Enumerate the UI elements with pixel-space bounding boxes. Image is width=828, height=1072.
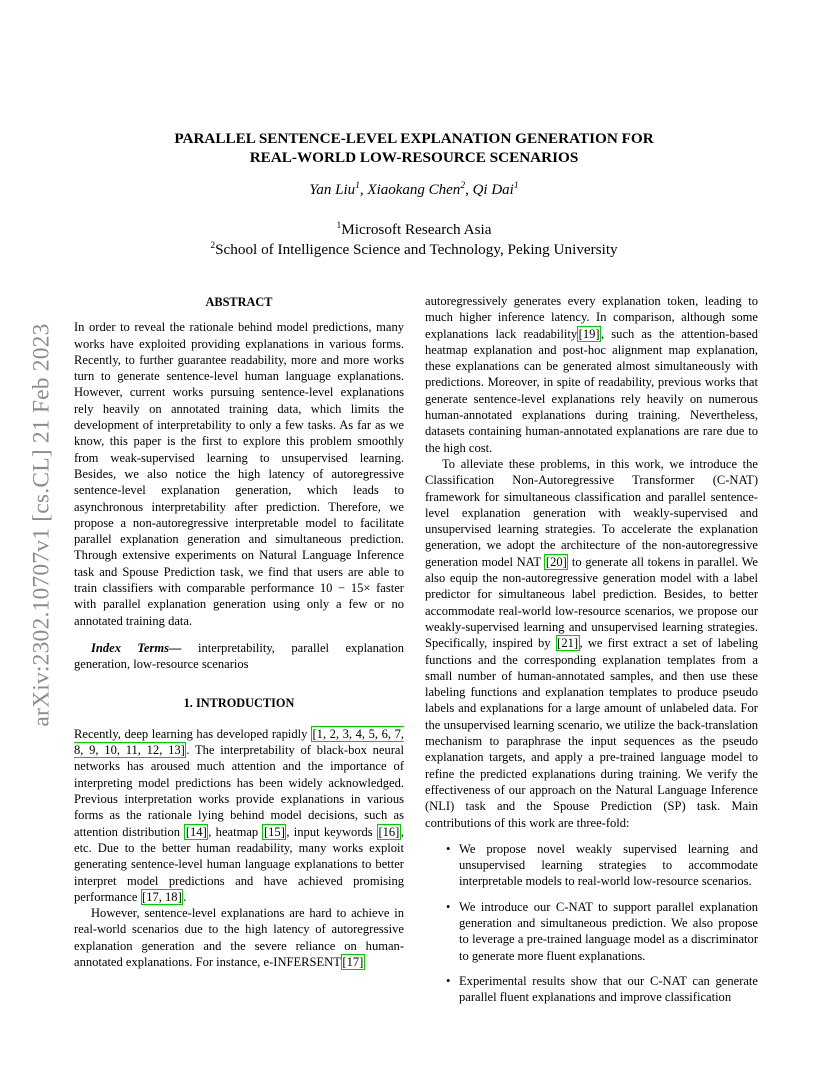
index-terms-label: Index Terms— xyxy=(91,640,182,655)
list-item: • Experimental results show that our C-NAT can generate parallel fluent explanations and improve classification xyxy=(446,973,758,1005)
section-heading-introduction: 1. INTRODUCTION xyxy=(183,695,295,710)
citation-link[interactable]: [1, 2, 3, 4, 5, 6, 7, 8, 9, 10, 11, 12, 13] xyxy=(74,726,405,758)
abstract-text: In order to reveal the rationale behind model predictions, many works have exploited providing explanations in various forms. Recently, to further guarantee readability, more and more works turn to generate sentence-level human language explanations. However, current works pursuing sentence-level explanations rely heavily on annotated training data, which limits the development of interpretability to only a few tasks. As far as we know, this paper is the first to explore this problem smoothly from weak-supervised learning to unsupervised learning. Besides, we also notice the high latency of autoregressive sentence-level explanation generation, which leads to asynchronous interpretability after prediction. Therefore, we propose a non-autoregressive interpretable model to facilitate parallel explanation generation and simultaneous prediction. Through extensive experiments on Natural Language Inference task and Spouse Prediction task, we find that users are able to train classifiers with comparable performance 10 − 15× faster with parallel explanation generation using only a few or no annotated training data. xyxy=(74,320,404,628)
left-column xyxy=(74,293,404,970)
affiliations xyxy=(0,220,828,260)
citation-link[interactable]: [14] xyxy=(185,824,207,839)
citation-link[interactable]: [17] xyxy=(342,954,364,969)
author-affil-mark: 1 xyxy=(355,181,360,191)
title-line-2: REAL-WORLD LOW-RESOURCE SCENARIOS xyxy=(249,149,579,166)
author-list: Yan Liu$^1$, Xiaokang Chen$^2$, Qi Dai$^1$ xyxy=(309,181,519,198)
intro-paragraph-3: To alleviate these problems, in this work, we introduce the Classification Non-Autoregressive Transformer (C-NAT) framework for simultaneous classification and parallel sentence-level explanation generation with weakly-supervised and unsupervised learning strategies. To accelerate the explanation generation, we adopt the architecture of the non-autoregressive generation model NAT [20] to generate all tokens in parallel. We also equip the non-autoregressive generation model with a label predictor for simultaneous label prediction. Besides, to better accommodate real-world low-resource scenarios, we propose our weakly-supervised learning and unsupervised learning strategies. Specifically, inspired by [21] , we first extract a set of labeling functions and the corresponding explanation templates from a small number of human-annotated samples, and then use these labeling functions and explanation templates to produce pseudo labels and explanations for a large amount of unlabeled data. For the unsupervised learning scenario, we utilize the back-translation mechanism to paraphrase the input sequences as the pseudo explanation targets, and apply a pre-trained language model to refine the predicted explanations during training. We verify the effectiveness of our approach on the Natural Language Inference (NLI) task and the Spouse Prediction (SP) task. Main contributions of this work are three-fold: xyxy=(425,456,758,830)
bullet-icon: • xyxy=(446,841,451,856)
affiliation-line: $^1$Microsoft Research Asia xyxy=(336,221,492,238)
affiliation-line: $^2$School of Intelligence Science and Technology, Peking University xyxy=(210,241,618,258)
intro-paragraph-1: Recently, deep learning has developed rapidly [1, 2, 3, 4, 5, 6, 7, 8, 9, 10, 11, 12, 13] . The interpretability of black-box neural networks has aroused much attention and the importance of interpreting model predictions has been widely acknowledged. Previous interpretation works provide explanations in various forms as the rationale lying behind model decisions, such as attention distribution [14] , heatmap [15] , input keywords [16] , etc. Due to the better human readability, many works exploit generating sentence-level human language explanations to better interpret model predictions and have achieved promising performance [17, 18] . xyxy=(74,726,405,904)
intro-paragraph-2-continued: autoregressively generates every explanation token, leading to much higher inference latency. In comparison, although some explanations lack readability [19] , such as the attention-based heatmap explanation and post-hoc alignment map explanation, these explanations can be generated almost simultaneously with predictions. Moreover, in spite of readability, previous works that generate sentence-level explanations rely heavily on numerous human-annotated explanations during training. Nevertheless, datasets containing human-annotated explanations are rare due to the high cost. xyxy=(425,294,758,455)
right-column xyxy=(425,293,758,1014)
arxiv-identifier: arXiv:2302.10707v1 [cs.CL] 21 Feb 2023 xyxy=(28,323,55,727)
citation-link[interactable]: [15] xyxy=(263,824,285,839)
author-name: Qi Dai xyxy=(472,182,514,198)
paper-title xyxy=(0,129,828,167)
citation-link[interactable]: [21] xyxy=(557,636,579,651)
citation-link[interactable]: [20] xyxy=(545,554,567,569)
bullet-icon: • xyxy=(446,973,451,988)
author-name: Yan Liu xyxy=(309,182,356,198)
citation-link[interactable]: [19] xyxy=(578,326,600,341)
list-item: • We propose novel weakly supervised learning and unsupervised learning strategies to accommodate interpretable models to real-world low-resource scenarios. xyxy=(446,841,758,889)
list-item: • We introduce our C-NAT to support parallel explanation generation and simultaneous prediction. We also propose to leverage a pre-trained language model as a discriminator to generate more fluent explanations. xyxy=(446,899,758,963)
contributions-list xyxy=(425,841,758,1006)
citation-link[interactable]: [17, 18] xyxy=(142,889,182,904)
abstract-heading: ABSTRACT xyxy=(205,295,273,309)
author-affil-mark: 1 xyxy=(513,181,519,191)
intro-paragraph-2: However, sentence-level explanations are hard to achieve in real-world scenarios due to the high latency of autoregressive explanation generation and the severe reliance on human-annotated explanations. For instance, e-INFERSENT [17] xyxy=(74,906,404,969)
index-terms: Index Terms— interpretability, parallel explanation generation, low-resource scenarios xyxy=(74,640,404,672)
author-affil-mark: 2 xyxy=(460,181,466,191)
author-name: Xiaokang Chen xyxy=(367,182,461,198)
bullet-icon: • xyxy=(446,899,451,914)
title-line-1: PARALLEL SENTENCE-LEVEL EXPLANATION GENERATION FOR xyxy=(174,130,654,147)
citation-link[interactable]: [16] xyxy=(378,824,400,839)
